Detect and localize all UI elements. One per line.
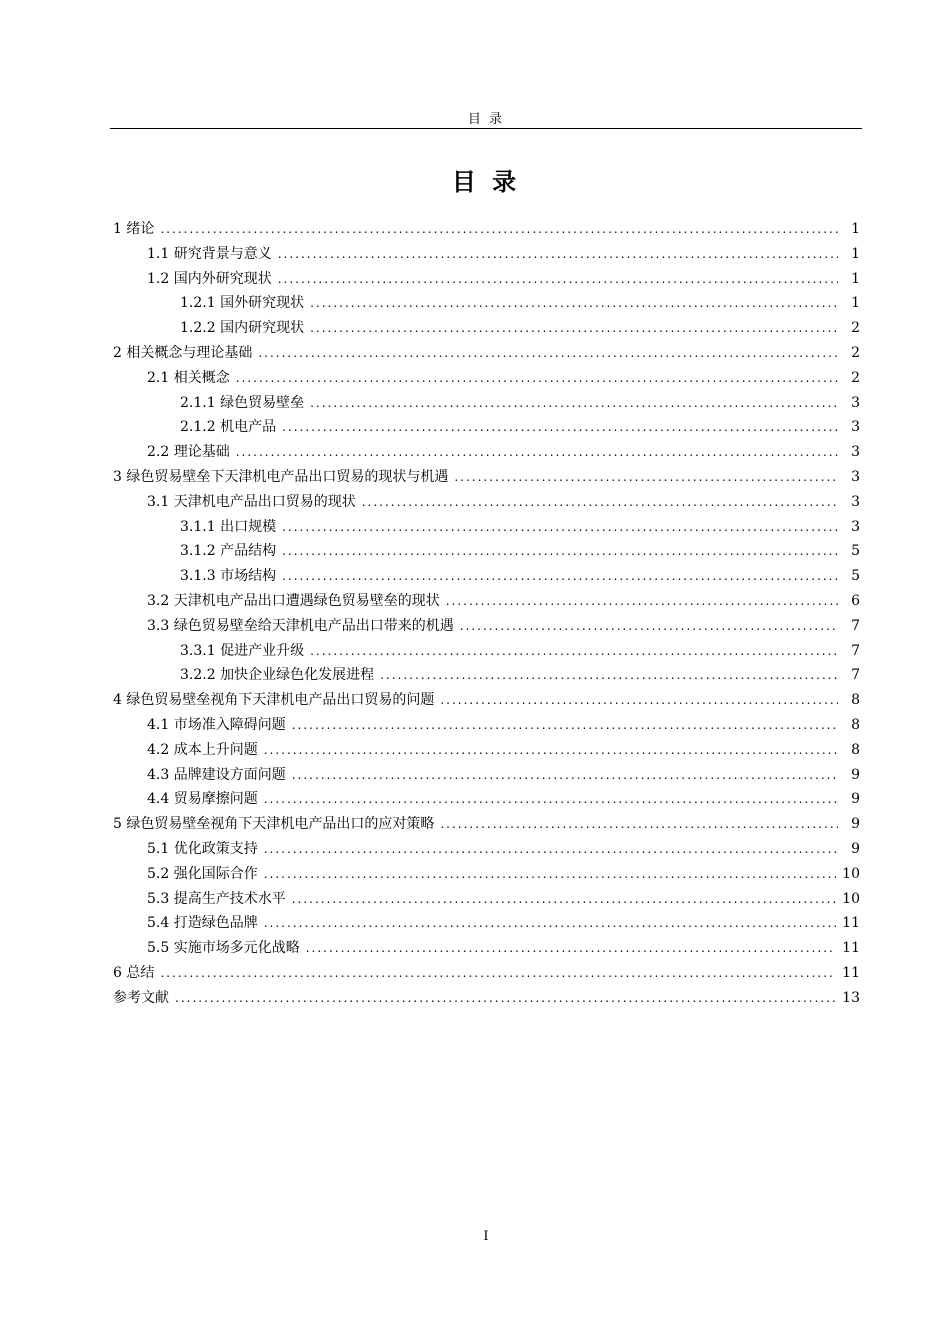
footer-page-number: I bbox=[483, 1229, 489, 1244]
page-title: 目 录 bbox=[451, 168, 521, 196]
toc-dot-leader bbox=[440, 693, 838, 707]
toc-dot-leader bbox=[160, 222, 838, 236]
toc-entry-page: 11 bbox=[842, 964, 860, 981]
toc-entry[interactable] bbox=[113, 813, 860, 838]
toc-dot-leader bbox=[310, 321, 838, 335]
toc-entry-label: 3.1.1 出口规模 bbox=[180, 518, 277, 535]
toc-entry-page: 2 bbox=[851, 344, 860, 361]
toc-entry-label: 5.2 强化国际合作 bbox=[147, 865, 258, 882]
toc-dot-leader bbox=[264, 867, 836, 881]
toc-entry-label: 2 相关概念与理论基础 bbox=[113, 344, 253, 361]
toc-entry[interactable] bbox=[113, 739, 860, 764]
toc-entry-label: 2.1.2 机电产品 bbox=[180, 419, 277, 436]
toc-dot-leader bbox=[282, 520, 838, 534]
toc-entry-label: 1.2.2 国内研究现状 bbox=[180, 320, 305, 337]
toc-entry-label: 3.1 天津机电产品出口贸易的现状 bbox=[147, 493, 356, 510]
toc-entry-page: 3 bbox=[851, 444, 860, 461]
toc-entry-label: 3.3.1 促进产业升级 bbox=[180, 642, 305, 659]
toc-dot-leader bbox=[160, 966, 836, 980]
toc-entry[interactable] bbox=[113, 590, 860, 615]
toc-entry-label: 2.2 理论基础 bbox=[147, 444, 230, 461]
toc-entry-page: 8 bbox=[851, 692, 860, 709]
toc-dot-leader bbox=[460, 619, 838, 633]
toc-entry-label: 5.3 提高生产技术水平 bbox=[147, 890, 286, 907]
toc-entry-page: 8 bbox=[851, 741, 860, 758]
toc-entry-page: 9 bbox=[851, 791, 860, 808]
toc-entry-label: 1.2 国内外研究现状 bbox=[147, 270, 272, 287]
toc-dot-leader bbox=[236, 445, 838, 459]
toc-entry-label: 5.5 实施市场多元化战略 bbox=[147, 940, 300, 957]
toc-dot-leader bbox=[264, 743, 838, 757]
toc-entry[interactable] bbox=[113, 937, 860, 962]
toc-entry-label: 3.3 绿色贸易壁垒给天津机电产品出口带来的机遇 bbox=[147, 617, 454, 634]
toc-entry-page: 1 bbox=[851, 295, 860, 312]
toc-entry[interactable] bbox=[113, 838, 860, 863]
toc-entry[interactable] bbox=[113, 764, 860, 789]
toc-entry-label: 4 绿色贸易壁垒视角下天津机电产品出口贸易的问题 bbox=[113, 692, 435, 709]
toc-dot-leader bbox=[454, 470, 838, 484]
toc-entry[interactable] bbox=[113, 317, 860, 342]
toc-entry[interactable] bbox=[113, 987, 860, 1012]
toc-entry[interactable] bbox=[113, 243, 860, 268]
toc-entry-page: 3 bbox=[851, 493, 860, 510]
toc-entry-label: 5 绿色贸易壁垒视角下天津机电产品出口的应对策略 bbox=[113, 816, 435, 833]
toc-entry-label: 3.1.3 市场结构 bbox=[180, 568, 277, 585]
toc-entry-page: 9 bbox=[851, 840, 860, 857]
toc-entry[interactable] bbox=[113, 664, 860, 689]
toc-entry-label: 4.2 成本上升问题 bbox=[147, 741, 258, 758]
toc-entry-page: 7 bbox=[851, 617, 860, 634]
toc-entry[interactable] bbox=[113, 292, 860, 317]
toc-dot-leader bbox=[264, 842, 838, 856]
toc-dot-leader bbox=[278, 247, 838, 261]
toc-entry-page: 11 bbox=[842, 940, 860, 957]
toc-entry-page: 11 bbox=[842, 915, 860, 932]
toc-entry-page: 5 bbox=[851, 568, 860, 585]
toc-entry[interactable] bbox=[113, 441, 860, 466]
toc-dot-leader bbox=[292, 768, 838, 782]
toc-entry[interactable] bbox=[113, 689, 860, 714]
toc-dot-leader bbox=[362, 495, 838, 509]
toc-entry-label: 4.4 贸易摩擦问题 bbox=[147, 791, 258, 808]
toc-entry[interactable] bbox=[113, 268, 860, 293]
toc-entry-page: 2 bbox=[851, 320, 860, 337]
toc-entry[interactable] bbox=[113, 615, 860, 640]
toc-dot-leader bbox=[380, 668, 838, 682]
toc-entry[interactable] bbox=[113, 962, 860, 987]
toc-entry-page: 3 bbox=[851, 394, 860, 411]
toc-entry[interactable] bbox=[113, 863, 860, 888]
toc-dot-leader bbox=[292, 892, 836, 906]
toc-entry-page: 9 bbox=[851, 816, 860, 833]
toc-entry[interactable] bbox=[113, 540, 860, 565]
toc-dot-leader bbox=[310, 644, 838, 658]
toc-entry-page: 10 bbox=[842, 865, 860, 882]
toc-dot-leader bbox=[236, 371, 838, 385]
toc-entry-page: 7 bbox=[851, 642, 860, 659]
toc-entry-label: 5.4 打造绿色品牌 bbox=[147, 915, 258, 932]
toc-entry-page: 2 bbox=[851, 369, 860, 386]
toc-entry-label: 1.1 研究背景与意义 bbox=[147, 245, 272, 262]
toc-dot-leader bbox=[264, 916, 836, 930]
toc-entry-label: 6 总结 bbox=[113, 964, 155, 981]
toc-entry[interactable] bbox=[113, 640, 860, 665]
toc-dot-leader bbox=[440, 817, 838, 831]
toc-dot-leader bbox=[306, 941, 836, 955]
toc-entry-label: 1.2.1 国外研究现状 bbox=[180, 295, 305, 312]
toc-dot-leader bbox=[310, 396, 838, 410]
toc-dot-leader bbox=[446, 594, 838, 608]
toc-entry-label: 3.2.2 加快企业绿色化发展进程 bbox=[180, 667, 375, 684]
toc-entry-page: 8 bbox=[851, 716, 860, 733]
running-header: 目 录 bbox=[467, 112, 505, 127]
toc-dot-leader bbox=[264, 792, 838, 806]
toc-entry-label: 5.1 优化政策支持 bbox=[147, 840, 258, 857]
toc-entry-page: 5 bbox=[851, 543, 860, 560]
toc-entry-page: 1 bbox=[851, 221, 860, 237]
toc-entry-page: 1 bbox=[851, 270, 860, 287]
toc-dot-leader bbox=[175, 991, 836, 1005]
toc-entry[interactable] bbox=[113, 565, 860, 590]
toc-entry-page: 13 bbox=[842, 989, 860, 1006]
toc-entry-page: 1 bbox=[851, 245, 860, 262]
toc-entry[interactable] bbox=[113, 392, 860, 417]
toc-entry-label: 参考文献 bbox=[113, 989, 169, 1006]
toc-entry[interactable] bbox=[113, 367, 860, 392]
toc-entry-page: 3 bbox=[851, 468, 860, 485]
toc-entry[interactable] bbox=[113, 888, 860, 913]
toc-dot-leader bbox=[310, 296, 838, 310]
table-of-contents bbox=[113, 218, 860, 1012]
toc-entry[interactable] bbox=[113, 491, 860, 516]
toc-dot-leader bbox=[282, 420, 838, 434]
toc-dot-leader bbox=[278, 272, 838, 286]
toc-entry[interactable] bbox=[113, 466, 860, 491]
toc-entry[interactable] bbox=[113, 788, 860, 813]
toc-entry-page: 10 bbox=[842, 890, 860, 907]
toc-entry[interactable] bbox=[113, 714, 860, 739]
toc-entry-label: 2.1.1 绿色贸易壁垒 bbox=[180, 394, 305, 411]
toc-entry-page: 3 bbox=[851, 419, 860, 436]
header-divider bbox=[110, 128, 862, 129]
toc-entry-label: 4.1 市场准入障碍问题 bbox=[147, 716, 286, 733]
toc-entry-label: 3.2 天津机电产品出口遭遇绿色贸易壁垒的现状 bbox=[147, 592, 440, 609]
toc-entry-label: 4.3 品牌建设方面问题 bbox=[147, 766, 286, 783]
toc-entry[interactable] bbox=[113, 516, 860, 541]
toc-dot-leader bbox=[282, 569, 838, 583]
toc-entry-page: 3 bbox=[851, 518, 860, 535]
toc-entry[interactable] bbox=[113, 218, 860, 243]
toc-entry[interactable] bbox=[113, 912, 860, 937]
toc-entry-label: 1 绪论 bbox=[113, 221, 155, 237]
toc-entry-page: 7 bbox=[851, 667, 860, 684]
toc-entry-page: 6 bbox=[851, 592, 860, 609]
toc-entry-label: 2.1 相关概念 bbox=[147, 369, 230, 386]
toc-dot-leader bbox=[258, 346, 838, 360]
toc-entry[interactable] bbox=[113, 342, 860, 367]
toc-dot-leader bbox=[292, 718, 838, 732]
toc-dot-leader bbox=[282, 544, 838, 558]
toc-entry-label: 3.1.2 产品结构 bbox=[180, 543, 277, 560]
toc-entry-label: 3 绿色贸易壁垒下天津机电产品出口贸易的现状与机遇 bbox=[113, 468, 449, 485]
toc-entry[interactable] bbox=[113, 416, 860, 441]
toc-entry-page: 9 bbox=[851, 766, 860, 783]
